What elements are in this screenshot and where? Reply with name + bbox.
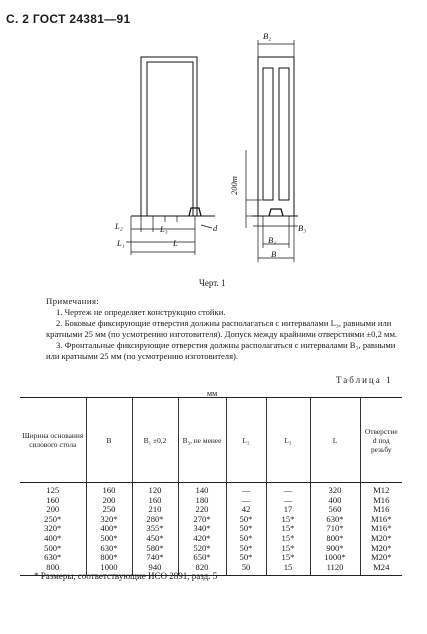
table-header-cell: L₂ [226, 398, 266, 483]
table-header-cell: Отверстие d под резьбу [360, 398, 402, 483]
table-header-cell: Ширина основания силового стола [20, 398, 86, 483]
table-cell: — [266, 496, 310, 506]
table-cell: М16 [360, 496, 402, 506]
table-cell: 15* [266, 544, 310, 554]
table-cell: 630* [86, 544, 132, 554]
table-header-row [20, 398, 402, 483]
table-cell: 560 [310, 505, 360, 515]
table-header-cell: L₃ [266, 398, 310, 483]
table-header-cell: L [310, 398, 360, 483]
table-title: Таблица 1 [336, 375, 393, 385]
label-l: L [173, 238, 178, 248]
table-cell: М20* [360, 553, 402, 563]
table-cell: М20* [360, 544, 402, 554]
table-cell: 500* [44, 542, 62, 553]
table-cell: 220 [178, 505, 226, 515]
table-cell: 125 [46, 485, 60, 495]
table-body [20, 483, 402, 576]
table-cell: 160 [86, 483, 132, 496]
table-cell: 630* [44, 552, 62, 563]
table-cell: 280* [132, 515, 178, 525]
table-cell: 400 [310, 496, 360, 506]
table-cell: 580* [132, 544, 178, 554]
table-cell: 400* [44, 532, 62, 543]
label-b: B [271, 249, 277, 259]
table-cell: 200 [46, 504, 60, 515]
table-cell: М16* [360, 515, 402, 525]
table-cell: 180 [178, 496, 226, 506]
front-dimensions [126, 216, 212, 255]
table-cell: — [266, 483, 310, 496]
side-view [252, 57, 298, 216]
dimensions-table [20, 397, 402, 576]
table-cell: 17 [266, 505, 310, 515]
table-cell: 50 [226, 563, 266, 576]
table-cell: 50* [226, 544, 266, 554]
table-cell: 520* [178, 544, 226, 554]
label-d: d [213, 223, 218, 233]
label-l3: L₃ [160, 224, 168, 234]
table-row [20, 496, 402, 506]
table-cell: 160 [132, 496, 178, 506]
note-3: 3. Фронтальные фиксирующие отверстия должны располагаться с интервалами B₃, равными или кратными 25 мм (по усмотрению изготовителя). [46, 340, 396, 361]
table-cell: М20* [360, 534, 402, 544]
table-cell: 160 [46, 494, 60, 505]
table-cell: 50* [226, 524, 266, 534]
page-header: С. 2 ГОСТ 24381—91 [6, 12, 131, 26]
table-cell: 630* [310, 515, 360, 525]
table-cell: 270* [178, 515, 226, 525]
figure-caption: Черт. 1 [199, 278, 226, 288]
table-cell: М16 [360, 505, 402, 515]
table-cell: 450* [132, 534, 178, 544]
label-l1: L₁ [117, 238, 125, 248]
table-header-cell: B₃, не менее [178, 398, 226, 483]
table-cell: 500* [86, 534, 132, 544]
label-b3: B₃ [298, 223, 307, 233]
table-cell: 740* [132, 553, 178, 563]
note-1: 1. Чертеж не определяет конструкцию стойки. [56, 307, 226, 317]
table-cell: 900* [310, 544, 360, 554]
table-cell: 42 [226, 505, 266, 515]
notes-block [46, 296, 402, 362]
table-cell: 355* [132, 524, 178, 534]
table-cell: 800* [310, 534, 360, 544]
table-row [20, 515, 402, 525]
label-200m: 200m [229, 176, 239, 195]
notes-heading: Примечания: [46, 296, 100, 306]
table-cell: 210 [132, 505, 178, 515]
table-header-cell: B [86, 398, 132, 483]
table-cell: 400* [86, 524, 132, 534]
table-cell: 15* [266, 534, 310, 544]
table-cell: 1120 [310, 563, 360, 576]
table-cell: 50* [226, 515, 266, 525]
table-cell: 120 [132, 483, 178, 496]
side-dimensions [246, 40, 298, 262]
table-cell: 50* [226, 534, 266, 544]
table-cell: — [226, 496, 266, 506]
table-cell: 940 [132, 563, 178, 576]
table-cell: 1000 [86, 563, 132, 576]
table-cell: 250 [86, 505, 132, 515]
technical-drawing [0, 0, 427, 290]
table-cell: 320* [44, 523, 62, 534]
table-row [20, 483, 402, 496]
table-cell: М16* [360, 524, 402, 534]
label-l2: L₂ [115, 221, 123, 231]
table-row [20, 524, 402, 534]
label-b1: B₁ [268, 235, 277, 245]
table-cell: 800* [86, 553, 132, 563]
table-cell: 820 [178, 563, 226, 576]
table-cell: 200 [86, 496, 132, 506]
table-cell: 15* [266, 515, 310, 525]
footnote: * Размеры, соответствующие ИСО 2891, разд. 5 [34, 571, 218, 581]
note-2: 2. Боковые фиксирующие отверстия должны располагаться с интервалами L₃, равными или кратными 25 мм (по усмотрению изготовителя). Допуск между крайними отверстиями ±0,2 мм. [46, 318, 398, 339]
table-cell: 800 [20, 563, 86, 576]
table-cell: 15* [266, 524, 310, 534]
table-cell: 340* [178, 524, 226, 534]
table-cell: 15 [266, 563, 310, 576]
table-cell: 15* [266, 553, 310, 563]
table-cell: 50* [226, 553, 266, 563]
table-cell: 420* [178, 534, 226, 544]
table-cell: 250* [44, 513, 62, 524]
table-cell: 320* [86, 515, 132, 525]
table-cell: 140 [178, 483, 226, 496]
label-b2: B₂ [263, 31, 272, 41]
table-cell: 320 [310, 483, 360, 496]
table-cell: М24 [360, 563, 402, 576]
table-cell: 650* [178, 553, 226, 563]
table-row [20, 534, 402, 544]
table-cell: М12 [360, 483, 402, 496]
table-cell: 710* [310, 524, 360, 534]
table-header-cell: B₁ ±0,2 [132, 398, 178, 483]
table-row [20, 553, 402, 563]
front-view [131, 57, 215, 216]
table-cell: — [226, 483, 266, 496]
table-cell: 1000* [310, 553, 360, 563]
table-unit: мм [207, 389, 218, 398]
table-row [20, 505, 402, 515]
